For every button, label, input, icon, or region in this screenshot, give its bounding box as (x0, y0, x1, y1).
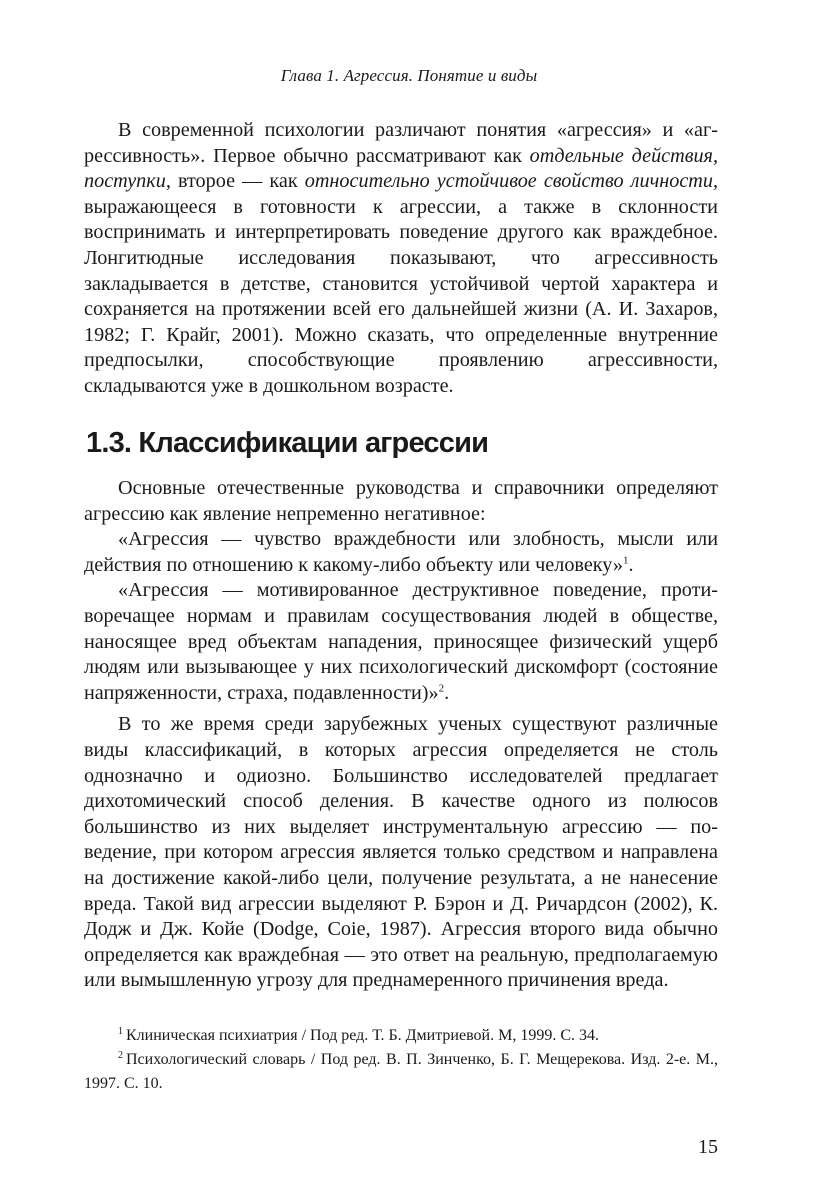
quote-definition-1 (84, 527, 718, 578)
intro-paragraph (84, 118, 718, 400)
quote-1-text: «Агрессия — чувство враждебности или злобность, мысли или действия по отношению к какому-либо объекту или человеку» (84, 528, 718, 576)
intro-text-3: выражающееся в готовности к агрессии, а также в склонности воспринимать и интерпретировать поведение другого как враждебное. Лонгитюдные исследования показывают, что агрессивность закладывается в детстве, становится устойчивой чертой характера и сохраняется на протяжении всей его дальнейшей жизни (А. И. Захаров, 1982; Г. Крайг, 2001). Можно сказать, что определенные внутренние предпосылки, способствующие проявлению агрессивности, складываются уже в дошкольном возрасте. (84, 195, 718, 397)
quote-definition-2 (84, 578, 718, 706)
footnotes (84, 1024, 718, 1096)
section-heading: 1.3. Классификации агрессии (86, 427, 489, 459)
intro-text-block (84, 118, 718, 400)
intro-text-1: В современной психологии различают понятия «агрессия» и «агрессивность». Первое обычно рассматривают как (84, 119, 718, 167)
footnote-ref-2[interactable]: 2 (438, 682, 445, 695)
intro-emphasis-2: относительно устойчивое свойство личности, (304, 170, 718, 193)
footnote-2 (84, 1048, 718, 1096)
quote-1-end: . (628, 553, 634, 576)
paragraph-foreign-classifications: В то же время среди зарубежных ученых существуют различные виды классификаций, в которых агрессия определяется не столь однозначно и одиозно. Большинство исследователей предлагает дихотомический способ деления. В качестве одного из полюсов большинство из них выделяет инструментальную агрессию — поведение, при котором агрессия является только средством и направлена на достижение какой-либо цели, получение результата, а не нанесение вреда. Такой вид агрессии выделяют Р. Бэрон и Д. Ричардсон (2002), К. Додж и Дж. Койе (Dodge, Coie, 1987). Агрессия второго вида обычно определяется как враждебная — это ответ на реальную, предполагаемую или вымышленную угрозу для преднамеренного причинения вреда. (84, 713, 718, 992)
footnote-ref-1[interactable]: 1 (623, 554, 629, 567)
footnote-mark: 1 (118, 1025, 123, 1037)
quote-2-end: . (444, 681, 450, 704)
intro-emphasis-1: отдельные действия, поступки, (84, 144, 718, 193)
footnote-1 (84, 1024, 718, 1048)
paragraph-intro-definitions: Основные отечественные руководства и справочники определяют агрессию как явление непременно негативное: (84, 477, 718, 525)
quote-2-text: «Агрессия — мотивированное деструктивное поведение, противоречащее нормам и правилам сосуществования людей в обществе, наносящее вред объектам нападения, приносящее физический ущерб людям или вызывающее у них психологический дискомфорт (состояние напряженности, страха, подавленности)» (84, 579, 718, 704)
footnote-mark: 2 (118, 1049, 123, 1061)
footnote-text: Психологический словарь / Под ред. В. П. Зинченко, Б. Г. Мещерекова. Изд. 2-е. М., 1997. С. 10. (84, 1051, 718, 1092)
page-number: 15 (698, 1136, 718, 1158)
intro-text-2: второе — как (170, 170, 305, 193)
footnote-text: Клиническая психиатрия / Под ред. Т. Б. Дмитриевой. М, 1999. С. 34. (126, 1027, 599, 1044)
running-head: Глава 1. Агрессия. Понятие и виды (280, 66, 538, 85)
section-text-block (84, 476, 718, 994)
